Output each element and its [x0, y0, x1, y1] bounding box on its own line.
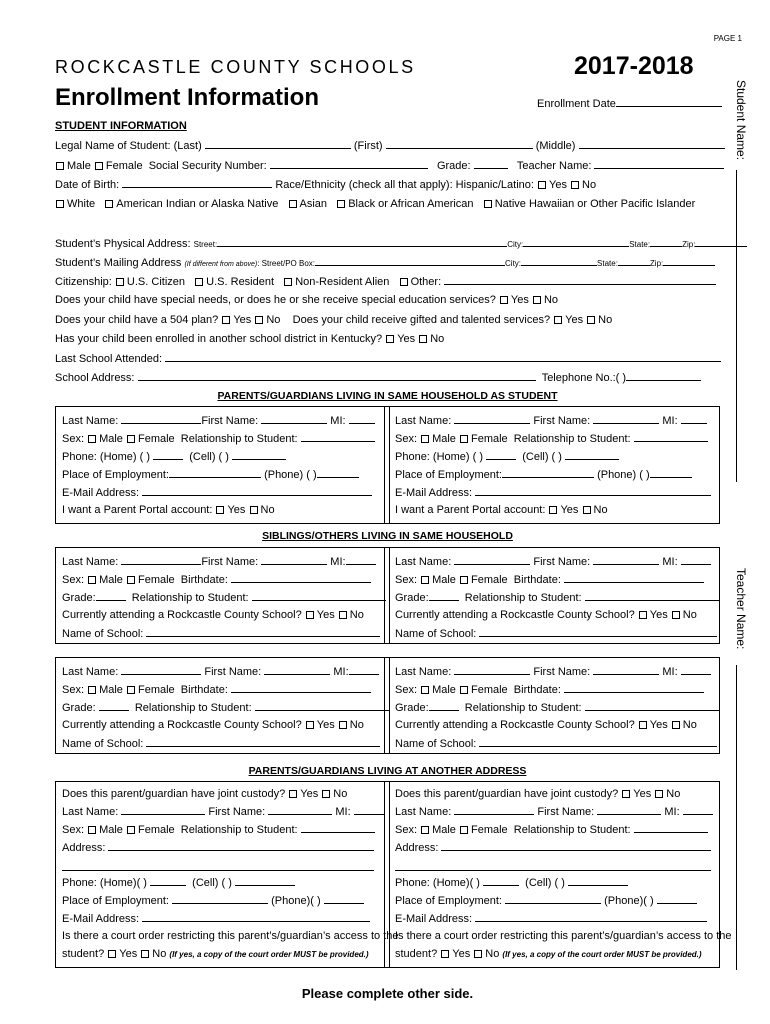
street-field[interactable] [217, 237, 507, 247]
city-field[interactable] [523, 237, 629, 247]
school-phone-field[interactable] [626, 371, 701, 381]
relationship-field[interactable] [252, 591, 386, 601]
first-name-field[interactable] [261, 414, 327, 424]
last-name-field[interactable] [121, 665, 201, 675]
mailing-city-field[interactable] [521, 256, 597, 266]
attending-yes-checkbox[interactable] [306, 611, 314, 619]
mailing-state-field[interactable] [618, 256, 650, 266]
american-indian-checkbox[interactable] [105, 200, 113, 208]
portal-yes-checkbox[interactable] [216, 506, 224, 514]
attending-yes-checkbox[interactable] [639, 611, 647, 619]
first-name-field[interactable] [386, 139, 533, 149]
employment-field[interactable] [505, 894, 601, 904]
male-checkbox[interactable] [56, 162, 64, 170]
female-checkbox[interactable] [127, 435, 135, 443]
mi-field[interactable] [346, 555, 376, 565]
mailing-address-row: Student’s Mailing Address (If different from above): Street/PO Box: City: State: Zip: [55, 256, 715, 269]
dob-field[interactable] [122, 178, 272, 188]
work-phone-field[interactable] [657, 894, 697, 904]
male-checkbox[interactable] [88, 686, 96, 694]
last-name-field[interactable] [454, 555, 530, 565]
address-field[interactable] [441, 841, 711, 851]
male-checkbox[interactable] [421, 576, 429, 584]
work-phone-field[interactable] [650, 468, 692, 478]
female-checkbox[interactable] [460, 435, 468, 443]
plan-504-row: Does your child have a 504 plan? Yes No Does your child receive gifted and talented services? Yes No [55, 314, 613, 326]
enrollment-date-label: Enrollment Date [537, 98, 616, 110]
page-label: PAGE 1 [713, 34, 742, 43]
last-name-field[interactable] [205, 139, 351, 149]
non-resident-checkbox[interactable] [284, 278, 292, 286]
joint-yes-checkbox[interactable] [622, 790, 630, 798]
cell-phone-field[interactable] [232, 450, 286, 460]
attending-no-checkbox[interactable] [672, 721, 680, 729]
special-needs-no-checkbox[interactable] [533, 296, 541, 304]
section-heading: PARENTS/GUARDIANS LIVING AT ANOTHER ADDRESS [248, 765, 527, 777]
female-checkbox[interactable] [127, 686, 135, 694]
portal-yes-checkbox[interactable] [549, 506, 557, 514]
mi-field[interactable] [681, 414, 707, 424]
address-line-2[interactable] [395, 861, 711, 871]
grade-field[interactable] [474, 159, 508, 169]
grade-field[interactable] [96, 591, 126, 601]
school-address-field[interactable] [138, 371, 536, 381]
section-heading: SIBLINGS/OTHERS LIVING IN SAME HOUSEHOLD [262, 530, 513, 542]
employment-field[interactable] [502, 468, 594, 478]
female-checkbox[interactable] [95, 162, 103, 170]
male-checkbox[interactable] [421, 435, 429, 443]
hispanic-yes-checkbox[interactable] [538, 181, 546, 189]
mi-field[interactable] [683, 805, 713, 815]
joint-no-checkbox[interactable] [655, 790, 663, 798]
footer-note: Please complete other side. [301, 986, 474, 1001]
portal-no-checkbox[interactable] [583, 506, 591, 514]
last-school-field[interactable] [165, 352, 721, 362]
last-school-row: Last School Attended: [55, 352, 721, 365]
citizenship-row: Citizenship: U.S. Citizen U.S. Resident Non-Resident Alien Other: [55, 275, 716, 288]
sex-ssn-row: Male Female Social Security Number: Grade: Teacher Name: [55, 159, 724, 172]
relationship-field[interactable] [634, 823, 708, 833]
male-checkbox[interactable] [88, 435, 96, 443]
birthdate-field[interactable] [231, 683, 371, 693]
cell-phone-field[interactable] [565, 450, 619, 460]
relationship-field[interactable] [255, 701, 389, 711]
relationship-field[interactable] [301, 823, 375, 833]
grade-field[interactable] [429, 701, 459, 711]
ssn-field[interactable] [270, 159, 428, 169]
enrollment-date-field[interactable] [537, 97, 722, 110]
work-phone-field[interactable] [324, 894, 364, 904]
side-rule [736, 665, 737, 970]
last-name-field[interactable] [454, 414, 530, 424]
relationship-field[interactable] [634, 432, 708, 442]
female-checkbox[interactable] [127, 826, 135, 834]
birthdate-field[interactable] [231, 573, 371, 583]
attending-no-checkbox[interactable] [339, 721, 347, 729]
other-district-row: Has your child been enrolled in another school district in Kentucky? Yes No [55, 333, 445, 345]
attending-no-checkbox[interactable] [339, 611, 347, 619]
legal-name-row: Legal Name of Student: (Last) (First) (Middle) [55, 139, 725, 152]
other-district-no-checkbox[interactable] [419, 335, 427, 343]
school-name-field[interactable] [146, 627, 380, 637]
first-name-field[interactable] [268, 805, 332, 815]
work-phone-field[interactable] [317, 468, 359, 478]
first-name-field[interactable] [597, 805, 661, 815]
cell-phone-field[interactable] [568, 876, 628, 886]
relationship-field[interactable] [585, 591, 719, 601]
side-teacher-name: Teacher Name: [734, 568, 748, 650]
attending-yes-checkbox[interactable] [306, 721, 314, 729]
male-checkbox[interactable] [421, 826, 429, 834]
female-checkbox[interactable] [460, 826, 468, 834]
other-citizenship-field[interactable] [444, 275, 716, 285]
us-citizen-checkbox[interactable] [116, 278, 124, 286]
page-title: Enrollment Information [55, 84, 319, 111]
zip-field[interactable] [695, 237, 747, 247]
school-name-field[interactable] [146, 737, 380, 747]
last-name-field[interactable] [454, 805, 534, 815]
physical-address-row: Student’s Physical Address: Street: City: State: Zip: [55, 237, 747, 250]
attending-yes-checkbox[interactable] [639, 721, 647, 729]
state-field[interactable] [650, 237, 682, 247]
email-field[interactable] [475, 486, 711, 496]
black-checkbox[interactable] [337, 200, 345, 208]
dob-race-row: Date of Birth: Race/Ethnicity (check all that apply): Hispanic/Latino: Yes No [55, 179, 597, 191]
plan-504-yes-checkbox[interactable] [222, 316, 230, 324]
last-name-field[interactable] [121, 555, 201, 565]
section-heading: PARENTS/GUARDIANS LIVING IN SAME HOUSEHOLD AS STUDENT [217, 390, 558, 402]
female-checkbox[interactable] [127, 576, 135, 584]
female-checkbox[interactable] [460, 576, 468, 584]
court-no-checkbox[interactable] [141, 950, 149, 958]
court-yes-checkbox[interactable] [108, 950, 116, 958]
portal-no-checkbox[interactable] [250, 506, 258, 514]
mi-field[interactable] [349, 665, 379, 675]
white-checkbox[interactable] [56, 200, 64, 208]
other-district-yes-checkbox[interactable] [386, 335, 394, 343]
grade-field[interactable] [99, 701, 129, 711]
address-field[interactable] [108, 841, 374, 851]
section-heading: STUDENT INFORMATION [55, 120, 187, 132]
home-phone-field[interactable] [150, 876, 186, 886]
address-line-2[interactable] [62, 861, 374, 871]
mi-field[interactable] [354, 805, 384, 815]
last-name-field[interactable] [454, 665, 530, 675]
attending-no-checkbox[interactable] [672, 611, 680, 619]
side-rule [736, 170, 737, 482]
special-needs-row: Does your child have special needs, or does he or she receive special education services? Yes No [55, 294, 558, 306]
email-field[interactable] [475, 912, 707, 922]
court-yes-checkbox[interactable] [441, 950, 449, 958]
first-name-field[interactable] [261, 555, 327, 565]
mi-field[interactable] [681, 555, 711, 565]
email-field[interactable] [142, 912, 370, 922]
relationship-field[interactable] [301, 432, 375, 442]
column-divider [384, 406, 390, 524]
plan-504-no-checkbox[interactable] [255, 316, 263, 324]
joint-no-checkbox[interactable] [322, 790, 330, 798]
first-name-field[interactable] [264, 665, 330, 675]
first-name-field[interactable] [593, 665, 659, 675]
home-phone-field[interactable] [483, 876, 519, 886]
last-name-field[interactable] [121, 414, 201, 424]
school-name-field[interactable] [479, 737, 717, 747]
race-row: White American Indian or Alaska Native Asian Black or African American Native Hawaiian or Other Pacific Islander [55, 198, 695, 210]
mi-field[interactable] [681, 665, 711, 675]
employment-field[interactable] [172, 894, 268, 904]
mailing-street-field[interactable] [315, 256, 505, 266]
grade-field[interactable] [429, 591, 459, 601]
us-resident-checkbox[interactable] [195, 278, 203, 286]
special-needs-yes-checkbox[interactable] [500, 296, 508, 304]
mailing-zip-field[interactable] [663, 256, 715, 266]
school-name-field[interactable] [479, 627, 717, 637]
employment-field[interactable] [169, 468, 261, 478]
email-field[interactable] [142, 486, 372, 496]
home-phone-field[interactable] [486, 450, 516, 460]
mi-field[interactable] [349, 414, 375, 424]
last-name-field[interactable] [121, 805, 205, 815]
school-address-row: School Address: Telephone No.:( ) [55, 371, 701, 384]
home-phone-field[interactable] [153, 450, 183, 460]
joint-yes-checkbox[interactable] [289, 790, 297, 798]
cell-phone-field[interactable] [235, 876, 295, 886]
teacher-field[interactable] [594, 159, 724, 169]
male-checkbox[interactable] [88, 576, 96, 584]
gifted-no-checkbox[interactable] [587, 316, 595, 324]
first-name-field[interactable] [593, 414, 659, 424]
gifted-yes-checkbox[interactable] [554, 316, 562, 324]
district-name: ROCKCASTLE COUNTY SCHOOLS [55, 57, 416, 77]
birthdate-field[interactable] [564, 683, 704, 693]
school-year: 2017-2018 [574, 52, 694, 80]
female-checkbox[interactable] [460, 686, 468, 694]
male-checkbox[interactable] [88, 826, 96, 834]
birthdate-field[interactable] [564, 573, 704, 583]
relationship-field[interactable] [585, 701, 719, 711]
middle-name-field[interactable] [579, 139, 725, 149]
court-no-checkbox[interactable] [474, 950, 482, 958]
side-student-name: Student Name: [734, 80, 748, 161]
hawaiian-checkbox[interactable] [484, 200, 492, 208]
first-name-field[interactable] [593, 555, 659, 565]
other-checkbox[interactable] [400, 278, 408, 286]
hispanic-no-checkbox[interactable] [571, 181, 579, 189]
male-checkbox[interactable] [421, 686, 429, 694]
asian-checkbox[interactable] [289, 200, 297, 208]
